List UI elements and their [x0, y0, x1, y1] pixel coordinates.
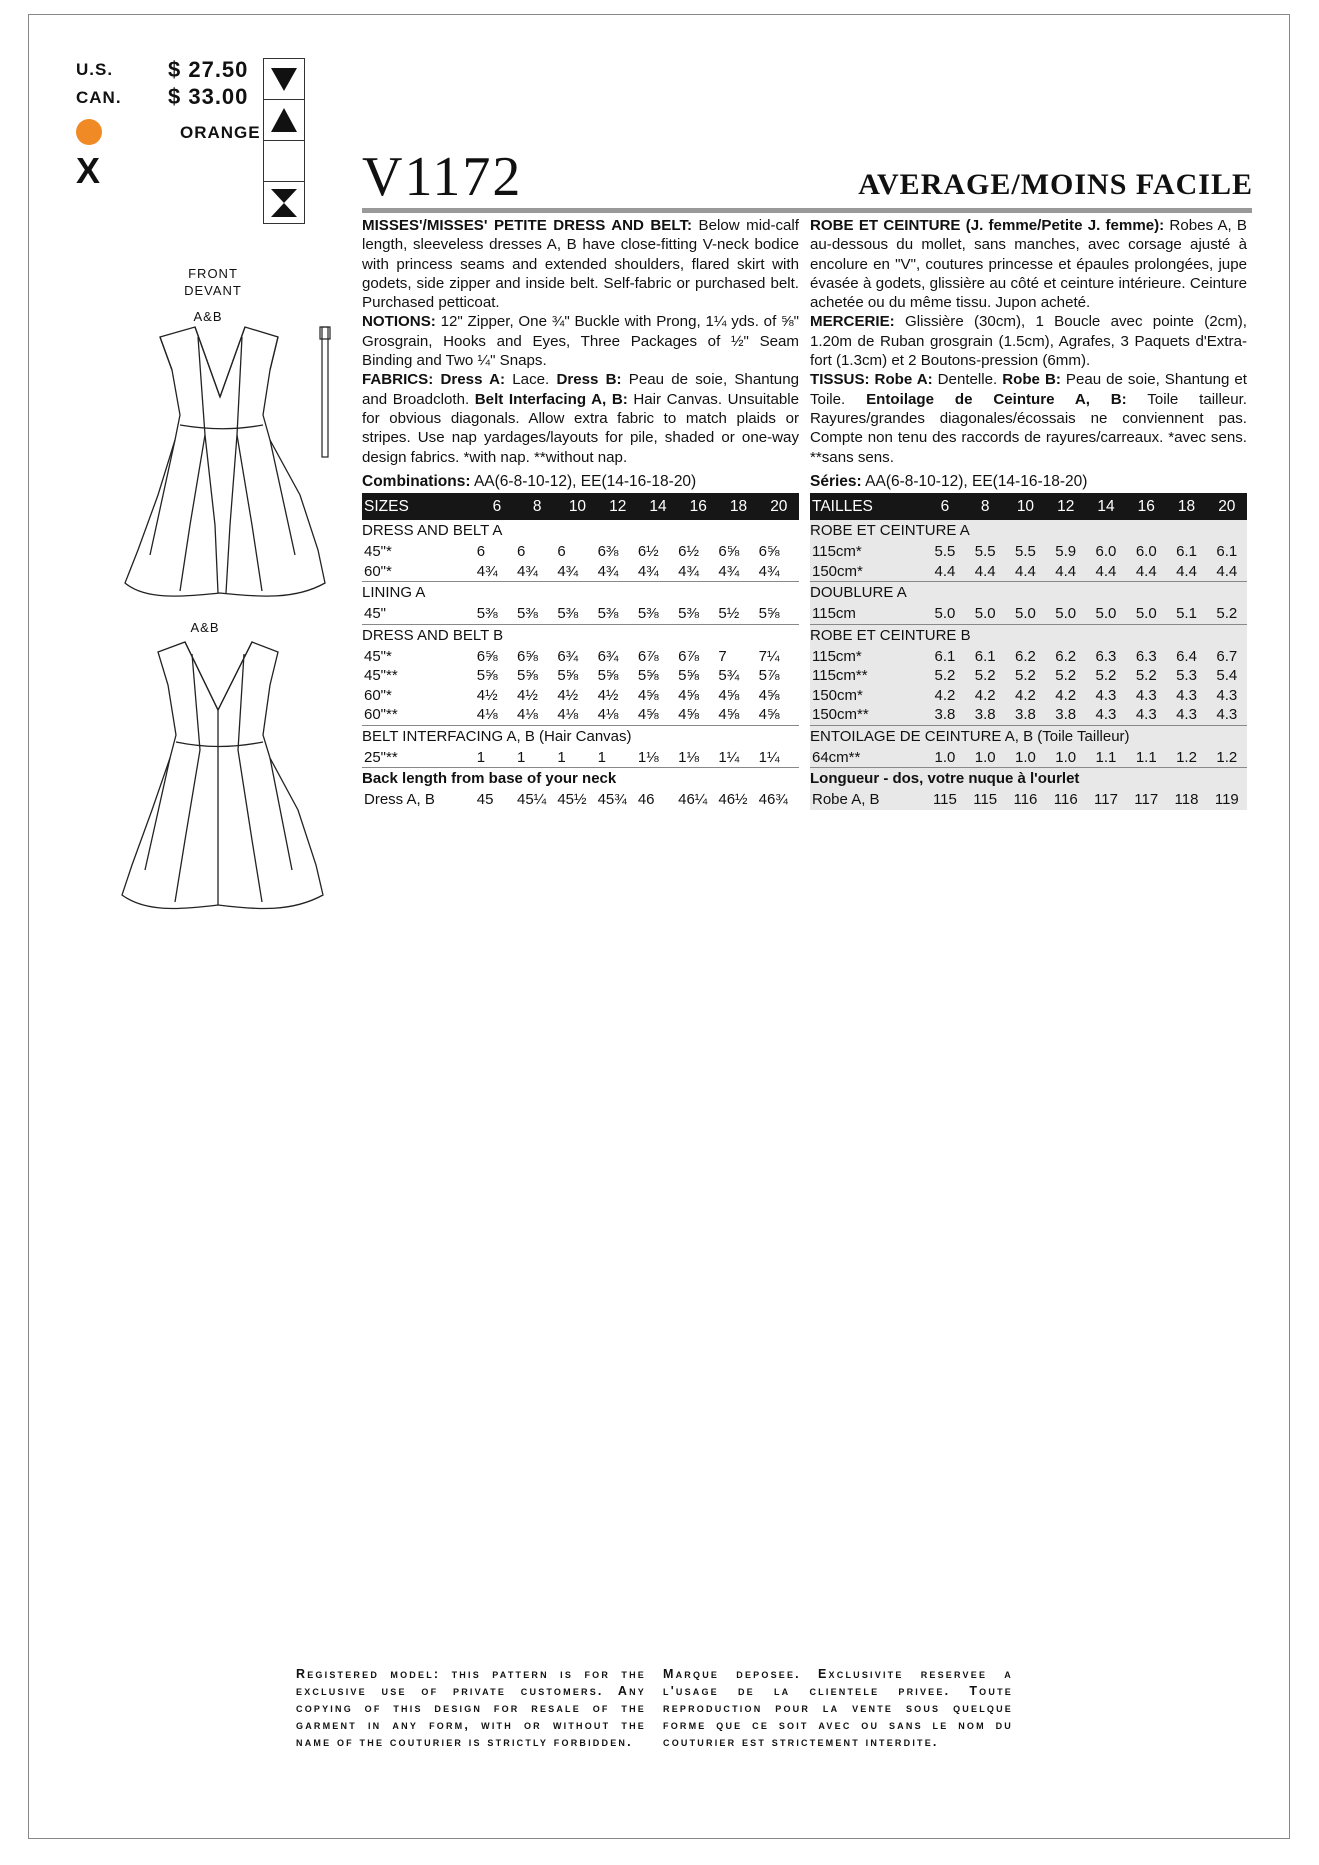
- fabrics-title-fr: TISSUS:: [810, 371, 870, 389]
- yardage-cell: 6⅝: [718, 543, 740, 560]
- size-header-cell: 8: [517, 493, 557, 520]
- fabric-a-fr: Dentelle.: [932, 371, 1003, 389]
- yardage-cell: 5.1: [1176, 605, 1197, 622]
- width-label: 150cm*: [812, 686, 863, 704]
- yardage-cell: 4⅝: [678, 686, 699, 704]
- back-length-title: Back length from base of your neck: [362, 768, 799, 791]
- yardage-cell: 4½: [597, 686, 619, 704]
- yardage-cell: 4.3: [1176, 706, 1197, 723]
- french-description: [810, 216, 1247, 467]
- size-header-cell: 18: [718, 493, 758, 520]
- yardage-cell: 5⅜: [517, 605, 538, 622]
- yardage-cell: 4⅛: [476, 706, 498, 723]
- yardage-cell: 4¾: [758, 562, 780, 580]
- yardage-cell: 3.8: [934, 706, 956, 723]
- back-length-title-row: [810, 768, 1247, 791]
- yardage-cell: 1.2: [1216, 748, 1238, 766]
- front-label-fr: DEVANT: [184, 283, 242, 298]
- yardage-cell: 4.3: [1135, 686, 1157, 704]
- yardage-cell: 5.0: [974, 605, 996, 622]
- yardage-cell: 4.4: [1055, 562, 1077, 580]
- size-header-cell: 6: [477, 493, 517, 520]
- group-title-row: [362, 725, 799, 748]
- width-label: 45"*: [364, 647, 392, 665]
- yardage-cell: 5⅝: [637, 667, 659, 684]
- back-length-cell: 45¾: [597, 791, 627, 808]
- width-label: 115cm*: [812, 543, 862, 560]
- yardage-cell: 5⅜: [557, 605, 579, 622]
- yardage-cell: 6: [557, 543, 566, 560]
- yardage-cell: 5.0: [934, 605, 956, 622]
- yardage-cell: 6.1: [934, 647, 956, 665]
- yardage-cell: 1.0: [974, 748, 996, 766]
- back-length-cell: 46¾: [758, 791, 788, 808]
- yardage-cell: 5⅝: [678, 667, 699, 684]
- fabric-b-label-fr: Robe B:: [1002, 371, 1061, 389]
- group-title-row: [362, 520, 799, 542]
- group-title: ENTOILAGE DE CEINTURE A, B (Toile Tailleur): [810, 725, 1247, 748]
- french-yardage-chart: [810, 472, 1247, 810]
- yardage-cell: 4⅝: [718, 706, 740, 723]
- yardage-cell: 4.2: [1055, 686, 1077, 704]
- yardage-cell: 3.8: [1015, 706, 1036, 723]
- yardage-cell: 4.2: [1015, 686, 1036, 704]
- yardage-cell: 4¾: [718, 562, 740, 580]
- yardage-cell: 4¾: [678, 562, 699, 580]
- blank-symbol-cell: [264, 141, 304, 182]
- back-length-cell: 45½: [557, 791, 587, 808]
- down-triangle-icon: [264, 59, 304, 100]
- yardage-cell: 4⅝: [718, 686, 740, 704]
- yardage-cell: 6½: [678, 543, 699, 560]
- back-length-cell: 116: [1013, 791, 1038, 808]
- size-header-cell: 16: [1126, 493, 1166, 520]
- yardage-cell: 5⅜: [678, 605, 699, 622]
- yardage-cell: 4.4: [1095, 562, 1117, 580]
- yardage-cell: 1¼: [718, 748, 740, 766]
- back-length-cell: 45¼: [517, 791, 547, 808]
- yardage-row: [810, 666, 1247, 686]
- yardage-cell: 1.0: [1015, 748, 1036, 766]
- fabric-b-en: Peau de soie, Shantung and Broadcloth.: [362, 371, 799, 408]
- front-label-en: FRONT: [188, 266, 238, 281]
- yardage-cell: 6¾: [597, 647, 619, 665]
- up-triangle-icon: [264, 100, 304, 141]
- yardage-cell: 5.2: [1135, 667, 1157, 684]
- fabrics-rest-en: Hair Canvas. Unsuitable for obvious diagonals. Allow extra fabric to match plaids or stripes. Use nap yardages/layouts for pile, shaded or one-way design fabrics. *with nap. **without nap.: [362, 390, 799, 466]
- yardage-cell: 5.0: [1095, 605, 1117, 622]
- desc-text-en: Below mid-calf length, sleeveless dresses A, B have close-fitting V-neck bodice with princess seams and extended shoulders, flared skirt with godets, side zipper and inside belt. Self-fabric or purchased belt. Purchased petticoat.: [362, 217, 799, 312]
- yardage-cell: 5.0: [1135, 605, 1157, 622]
- group-title-row: [810, 725, 1247, 748]
- width-label: 60"*: [364, 562, 392, 580]
- yardage-cell: 4⅛: [597, 706, 619, 723]
- yardage-table-fr: [810, 493, 1247, 810]
- yardage-cell: 6.1: [1216, 543, 1238, 560]
- yardage-cell: 4.4: [934, 562, 956, 580]
- yardage-cell: 6⅞: [637, 647, 659, 665]
- yardage-cell: 4.4: [1176, 562, 1197, 580]
- size-header-cell: 20: [1207, 493, 1247, 520]
- pattern-number: V1172: [362, 146, 523, 208]
- width-label: 45"**: [364, 667, 398, 684]
- fabrics-rest-fr: Toile tailleur. Rayures/grandes diagonales/écossais ne conviennent pas. Compte non tenu des raccords de rayures/carreaux. *avec sens. **sans sens.: [810, 390, 1247, 466]
- yardage-cell: 6⅝: [758, 543, 780, 560]
- yardage-cell: 4¾: [597, 562, 619, 580]
- yardage-cell: 1: [597, 748, 606, 766]
- yardage-cell: 4.4: [974, 562, 996, 580]
- notions-title-fr: MERCERIE:: [810, 313, 895, 331]
- yardage-cell: 1⅛: [637, 748, 659, 766]
- yardage-cell: 5⅝: [557, 667, 579, 684]
- back-length-label: Dress A, B: [364, 791, 435, 808]
- back-length-cell: 46¼: [678, 791, 708, 808]
- back-length-label: Robe A, B: [812, 791, 880, 808]
- yardage-cell: 6⅞: [678, 647, 699, 665]
- back-length-cell: 117: [1134, 791, 1159, 808]
- group-title: LINING A: [362, 582, 799, 605]
- width-label: 115cm: [812, 605, 856, 622]
- front-dress-illustration: [120, 325, 350, 605]
- yardage-cell: 5.5: [1015, 543, 1036, 560]
- front-views-label: A&B: [193, 309, 223, 324]
- difficulty-label: AVERAGE/MOINS FACILE: [858, 168, 1253, 201]
- yardage-row: [810, 542, 1247, 562]
- sizes-header-row: [362, 493, 799, 520]
- yardage-cell: 6.3: [1135, 647, 1157, 665]
- size-header-cell: 12: [1046, 493, 1086, 520]
- can-price-value: $ 33.00: [168, 84, 249, 109]
- yardage-row: [810, 705, 1247, 725]
- english-yardage-chart: [362, 472, 799, 810]
- yardage-cell: 1.2: [1176, 748, 1197, 766]
- yardage-cell: 1.0: [1055, 748, 1077, 766]
- group-title-row: [362, 582, 799, 605]
- category-mark: X: [76, 150, 101, 191]
- interfacing-label-fr: Entoilage de Ceinture A, B:: [866, 390, 1127, 408]
- width-label: 60"*: [364, 686, 392, 704]
- yardage-cell: 4¾: [476, 562, 498, 580]
- yardage-cell: 5.2: [1216, 605, 1238, 622]
- group-title: DOUBLURE A: [810, 582, 1247, 605]
- size-header-cell: 20: [759, 493, 799, 520]
- width-label: 45"*: [364, 543, 392, 560]
- width-label: 150cm*: [812, 562, 863, 580]
- yardage-cell: 4.4: [1216, 562, 1238, 580]
- yardage-cell: 6½: [637, 543, 659, 560]
- back-length-title-row: [362, 768, 799, 791]
- group-title: ROBE ET CEINTURE A: [810, 522, 970, 540]
- yardage-row: [362, 647, 799, 667]
- yardage-cell: 5.9: [1055, 543, 1077, 560]
- yardage-cell: 5.5: [934, 543, 956, 560]
- back-length-cell: 119: [1214, 791, 1239, 808]
- yardage-cell: 5.4: [1216, 667, 1238, 684]
- hourglass-icon: [264, 182, 304, 223]
- yardage-cell: 4⅝: [637, 686, 659, 704]
- yardage-cell: 5⅜: [476, 605, 498, 622]
- yardage-cell: 4.3: [1216, 706, 1238, 723]
- size-header-cell: 6: [925, 493, 965, 520]
- yardage-cell: 5⅝: [597, 667, 619, 684]
- yardage-cell: 4.3: [1135, 706, 1157, 723]
- yardage-cell: 5⅝: [476, 667, 498, 684]
- notions-title-en: NOTIONS:: [362, 313, 436, 331]
- width-label: 115cm**: [812, 667, 868, 684]
- yardage-cell: 3.8: [974, 706, 996, 723]
- yardage-cell: 4¾: [557, 562, 579, 580]
- yardage-cell: 6.2: [1015, 647, 1036, 665]
- yardage-row: [810, 604, 1247, 624]
- yardage-cell: 5½: [718, 605, 740, 622]
- yardage-row: [362, 705, 799, 725]
- group-title: DRESS AND BELT B: [362, 624, 799, 647]
- size-header-cell: 8: [965, 493, 1005, 520]
- yardage-cell: 4.3: [1095, 706, 1117, 723]
- yardage-cell: 6.2: [1055, 647, 1077, 665]
- size-header-cell: 10: [557, 493, 597, 520]
- yardage-row: [362, 666, 799, 686]
- back-length-cell: 116: [1053, 791, 1078, 808]
- yardage-cell: 4¾: [517, 562, 538, 580]
- yardage-cell: 4⅝: [678, 706, 699, 723]
- yardage-row: [810, 562, 1247, 582]
- fabrics-title-en: FABRICS:: [362, 371, 434, 389]
- interfacing-label-en: Belt Interfacing A, B:: [474, 390, 628, 408]
- yardage-row: [810, 748, 1247, 768]
- yardage-cell: 5⅜: [637, 605, 659, 622]
- group-title-row: [810, 582, 1247, 605]
- yardage-cell: 4.2: [934, 686, 956, 704]
- can-price-label: CAN.: [76, 88, 122, 107]
- yardage-table-en: [362, 493, 799, 810]
- back-length-row: [362, 790, 799, 810]
- width-label: 25"**: [364, 748, 398, 766]
- legal-notice-en: Registered model: this pattern is for the exclusive use of private customers. Any copying of this design for resale of the garment in any form, with or without the name of the couturier is strictly forbidden.: [296, 1667, 646, 1749]
- back-length-cell: 46½: [718, 791, 748, 808]
- back-length-cell: 117: [1094, 791, 1118, 808]
- back-length-cell: 45: [476, 791, 494, 808]
- combo-label-fr: Séries:: [810, 473, 862, 490]
- back-dress-illustration: [120, 640, 330, 915]
- yardage-cell: 6¾: [557, 647, 579, 665]
- yardage-cell: 6.1: [974, 647, 996, 665]
- yardage-cell: 5⅜: [597, 605, 619, 622]
- size-header-cell: 12: [598, 493, 638, 520]
- desc-title-fr: ROBE ET CEINTURE (J. femme/Petite J. femme):: [810, 217, 1165, 234]
- yardage-cell: 4⅛: [517, 706, 538, 723]
- combo-label-en: Combinations:: [362, 473, 471, 490]
- yardage-cell: 5⅝: [517, 667, 538, 684]
- yardage-cell: 6⅜: [597, 543, 619, 560]
- sizes-header-row: [810, 493, 1247, 520]
- fabric-b-fr: Peau de soie, Shantung et Toile.: [810, 371, 1247, 408]
- width-label: 45": [364, 605, 387, 622]
- back-length-cell: 115: [932, 791, 957, 808]
- yardage-cell: 4.3: [1095, 686, 1117, 704]
- fabric-a-label-en: Dress A:: [440, 371, 506, 389]
- yardage-cell: 5.3: [1176, 667, 1197, 684]
- yardage-cell: 6: [476, 543, 486, 560]
- yardage-cell: 3.8: [1055, 706, 1077, 723]
- back-views-label: A&B: [190, 620, 220, 635]
- yardage-cell: 1.1: [1135, 748, 1157, 766]
- back-length-row: [810, 790, 1247, 810]
- yardage-cell: 5.2: [1055, 667, 1077, 684]
- yardage-cell: 6: [517, 543, 526, 560]
- width-label: 150cm**: [812, 706, 869, 723]
- yardage-cell: 6.1: [1176, 543, 1197, 560]
- yardage-row: [362, 604, 799, 624]
- yardage-cell: 5.0: [1055, 605, 1077, 622]
- yardage-cell: 6.7: [1216, 647, 1238, 665]
- yardage-cell: 1: [476, 748, 486, 766]
- yardage-cell: 4¾: [637, 562, 659, 580]
- size-header-cell: 14: [1086, 493, 1126, 520]
- yardage-cell: 4⅝: [758, 686, 780, 704]
- size-header-cell: 10: [1005, 493, 1045, 520]
- fabric-a-label-fr: Robe A:: [874, 371, 933, 389]
- size-header-cell: 16: [678, 493, 718, 520]
- yardage-cell: 4.3: [1176, 686, 1197, 704]
- yardage-cell: 1.0: [934, 748, 956, 766]
- combo-value-fr: AA(6-8-10-12), EE(14-16-18-20): [861, 473, 1088, 490]
- yardage-cell: 5⅝: [758, 605, 780, 622]
- yardage-cell: 6.0: [1135, 543, 1157, 560]
- size-header-cell: 14: [638, 493, 678, 520]
- yardage-cell: 4.3: [1216, 686, 1238, 704]
- yardage-cell: 5.2: [934, 667, 956, 684]
- fabric-b-label-en: Dress B:: [556, 371, 622, 389]
- fabric-a-en: Lace.: [505, 371, 557, 389]
- back-length-cell: 115: [973, 791, 998, 808]
- yardage-cell: 6.4: [1176, 647, 1197, 665]
- sizes-label: TAILLES: [810, 493, 925, 520]
- width-label: 64cm**: [812, 748, 861, 766]
- yardage-cell: 7¼: [758, 647, 780, 665]
- yardage-cell: 6⅝: [517, 647, 538, 665]
- size-header-cell: 18: [1166, 493, 1206, 520]
- yardage-cell: 6.0: [1095, 543, 1117, 560]
- combo-value-en: AA(6-8-10-12), EE(14-16-18-20): [470, 473, 697, 490]
- yardage-row: [362, 686, 799, 706]
- desc-text-fr: Robes A, B au-dessous du mollet, sans manches, avec corsage ajusté à encolure en "V", coutures princesse et épaules prolongées, jupe évasée à godets, glissière au côté et ceinture intérieure. Ceinture achetée ou du même tissu. Jupon acheté.: [810, 217, 1247, 312]
- symbol-box: [263, 58, 305, 224]
- notions-text-fr: Glissière (30cm), 1 Boucle avec pointe (2cm), 1.20m de Ruban grosgrain (1.5cm), Agrafes, 3 Paquets d'Extra-fort (1.3cm) et 2 Boutons-pression (6mm).: [810, 313, 1247, 370]
- yardage-cell: 1⅛: [678, 748, 699, 766]
- yardage-cell: 5⅞: [758, 667, 780, 684]
- yardage-cell: 1: [557, 748, 566, 766]
- back-length-cell: 118: [1174, 791, 1199, 808]
- yardage-cell: 5.2: [1095, 667, 1117, 684]
- desc-title-en: MISSES'/MISSES' PETITE DRESS AND BELT:: [362, 217, 693, 234]
- yardage-cell: 5¾: [718, 667, 740, 684]
- yardage-cell: 4⅝: [637, 706, 659, 723]
- yardage-cell: 4⅛: [557, 706, 579, 723]
- width-label: 60"**: [364, 706, 398, 723]
- width-label: 115cm*: [812, 647, 862, 665]
- yardage-row: [362, 748, 799, 768]
- yardage-cell: 1¼: [758, 748, 780, 766]
- yardage-cell: 7: [718, 647, 727, 665]
- yardage-row: [362, 562, 799, 582]
- us-price-value: $ 27.50: [168, 57, 249, 82]
- yardage-cell: 4.4: [1135, 562, 1157, 580]
- sizes-label: SIZES: [362, 493, 477, 520]
- yardage-cell: 5.2: [1015, 667, 1036, 684]
- group-title-row: [362, 624, 799, 647]
- group-title: ROBE ET CEINTURE B: [810, 624, 1247, 647]
- yardage-cell: 5.0: [1015, 605, 1036, 622]
- yardage-cell: 4½: [517, 686, 538, 704]
- yardage-cell: 6⅝: [476, 647, 498, 665]
- legal-notice-fr: Marque deposee. Exclusivite reservee a l'usage de la clientele privee. Toute reproduction pour la vente sous quelque forme que ce soit avec ou sans le nom du couturier est strictement interdite.: [663, 1667, 1013, 1749]
- yardage-cell: 6.3: [1095, 647, 1117, 665]
- yardage-cell: 5.5: [974, 543, 996, 560]
- notions-text-en: 12" Zipper, One ¾" Buckle with Prong, 1¼ yds. of ⅝" Grosgrain, Hooks and Eyes, Three Packages of ½" Seam Binding and Two ¼" Snaps.: [362, 313, 799, 370]
- header-rule: [362, 208, 1252, 213]
- group-title: BELT INTERFACING A, B (Hair Canvas): [362, 725, 799, 748]
- yardage-cell: 4½: [476, 686, 498, 704]
- yardage-cell: 4½: [557, 686, 579, 704]
- yardage-cell: 1.1: [1095, 748, 1117, 766]
- yardage-row: [362, 542, 799, 562]
- back-length-cell: 46: [637, 791, 655, 808]
- color-name: ORANGE: [180, 123, 261, 142]
- yardage-row: [810, 647, 1247, 667]
- yardage-cell: 1: [517, 748, 526, 766]
- us-price-label: U.S.: [76, 60, 114, 79]
- yardage-row: [810, 686, 1247, 706]
- group-title-row: [810, 624, 1247, 647]
- yardage-cell: 4⅝: [758, 706, 780, 723]
- yardage-cell: 5.2: [974, 667, 996, 684]
- group-title: DRESS AND BELT A: [362, 522, 503, 540]
- color-dot-icon: [76, 119, 102, 145]
- yardage-cell: 4.2: [974, 686, 996, 704]
- yardage-cell: 4.4: [1015, 562, 1036, 580]
- group-title-row: [810, 520, 1247, 542]
- back-length-title: Longueur - dos, votre nuque à l'ourlet: [810, 768, 1247, 791]
- english-description: [362, 216, 799, 467]
